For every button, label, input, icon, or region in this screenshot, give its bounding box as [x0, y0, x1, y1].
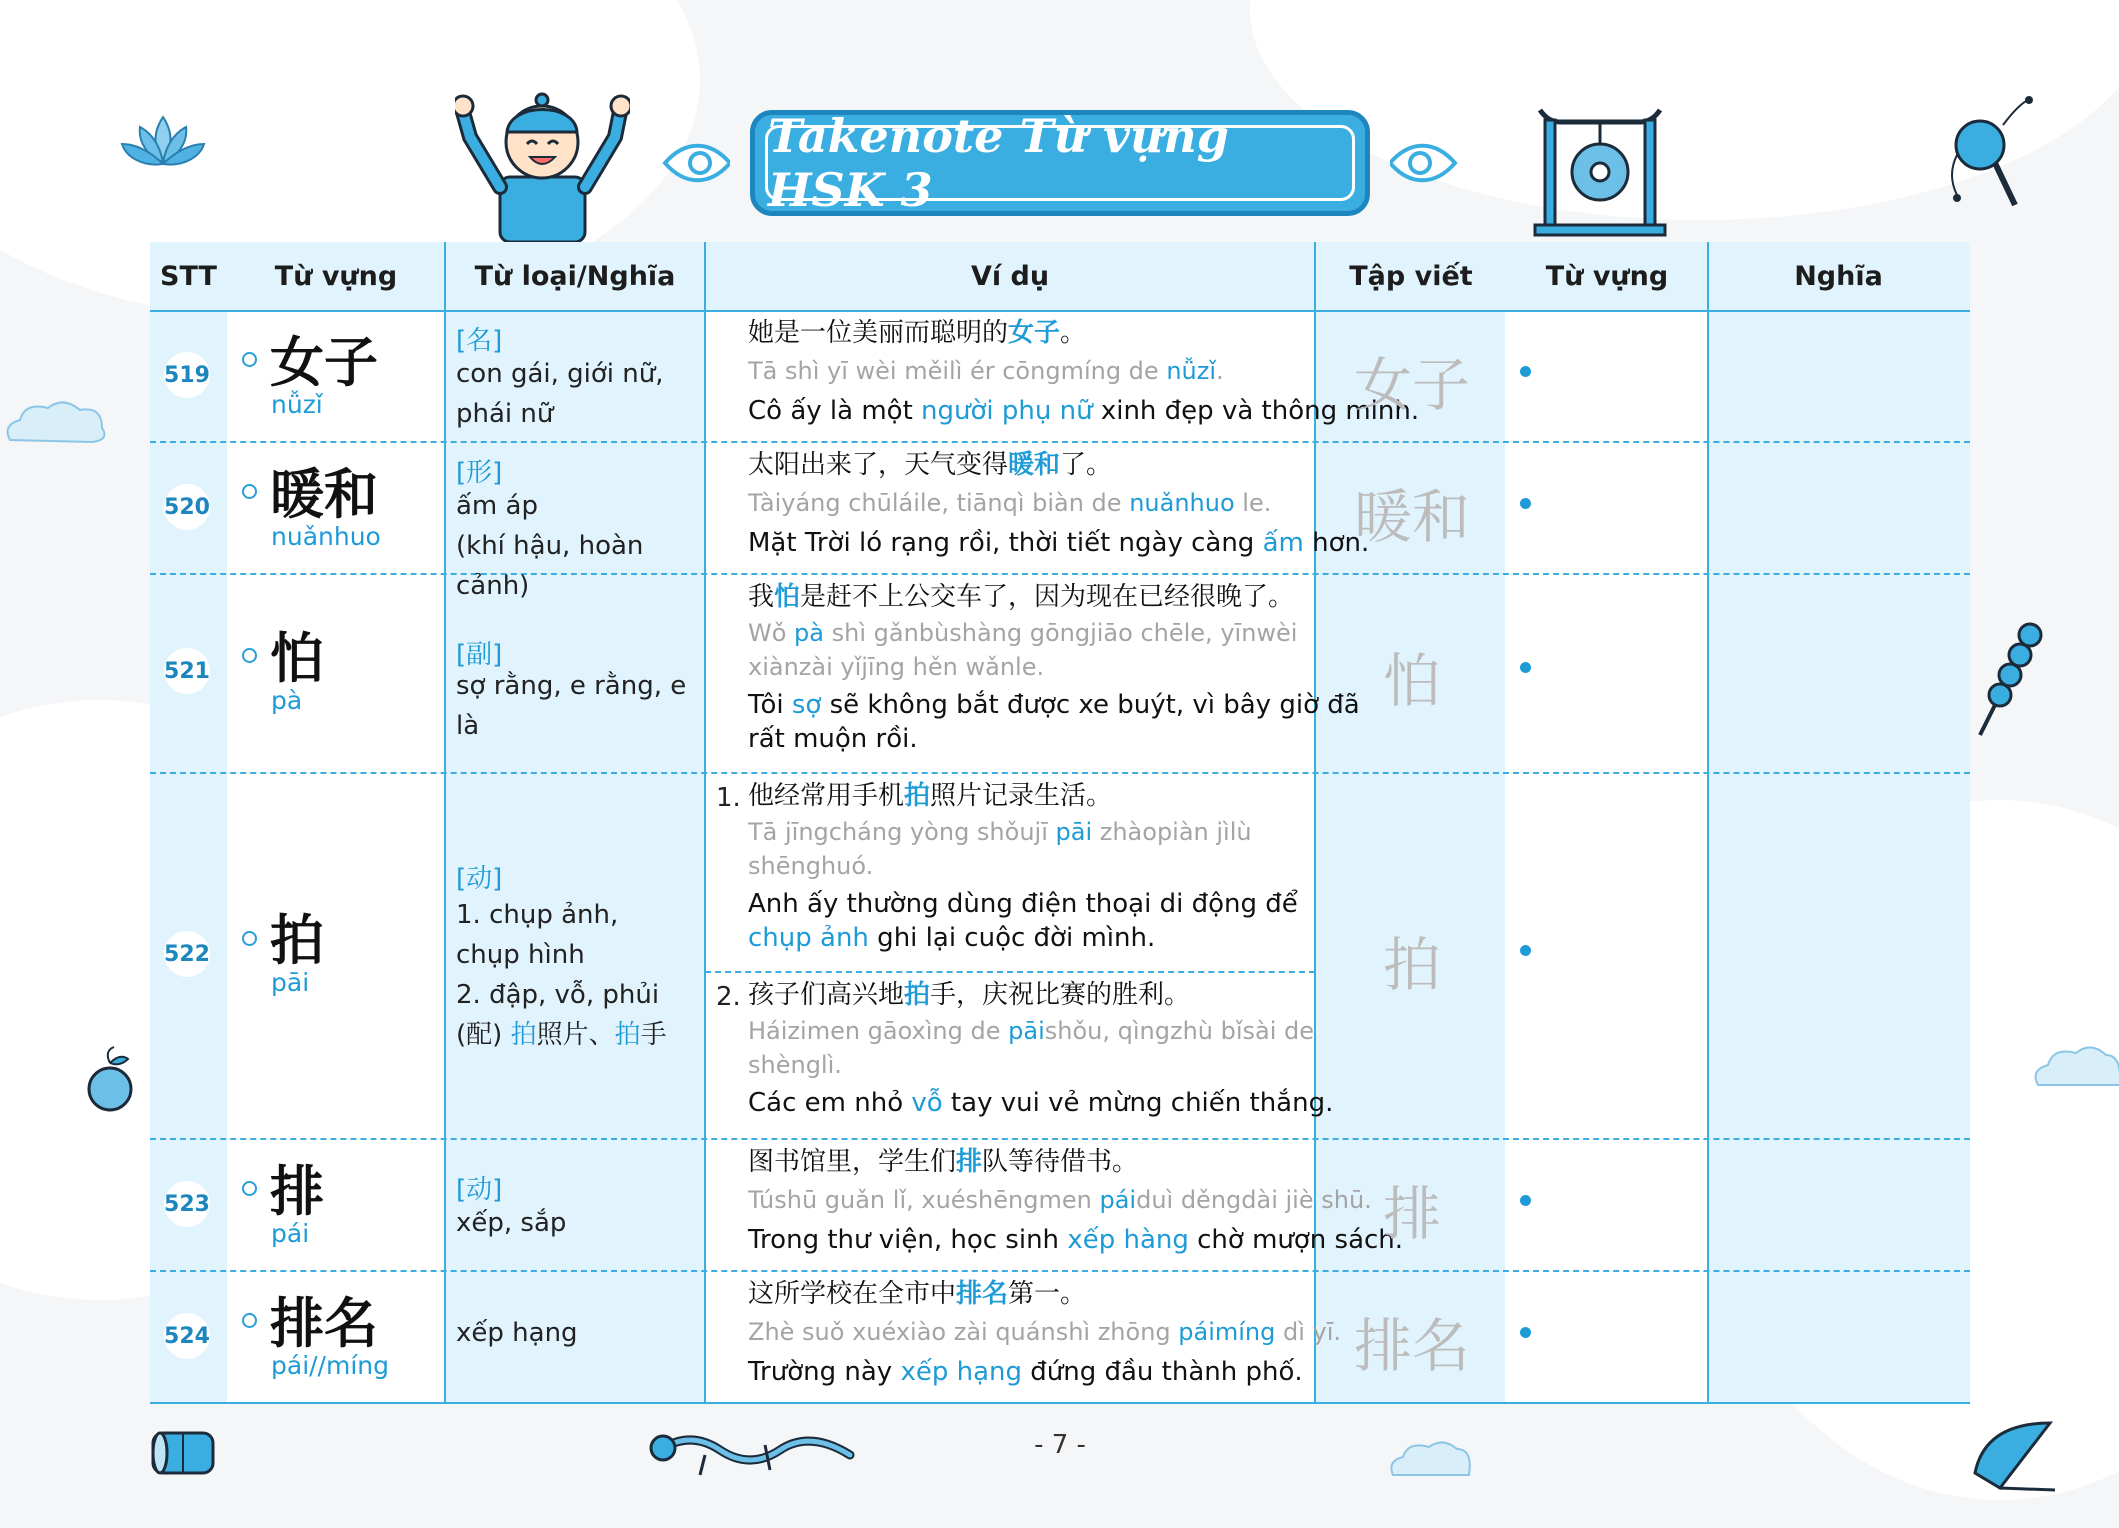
vocab-pinyin: pái — [271, 1219, 310, 1248]
vocab-pinyin: nuǎnhuo — [271, 522, 381, 551]
circle-bullet-icon — [242, 1181, 257, 1196]
ornament-right-icon — [1390, 130, 1460, 196]
vocab-pinyin: pà — [271, 686, 303, 715]
row-number: 520 — [164, 484, 210, 530]
example: 他经常用手机拍照片记录生活。 Tā jīngcháng yòng shǒujī pāi zhàopiàn jìlù shēnghuó. Anh ấy thường dùng điện thoại di động để chụp ảnh ghi lại cuộc đời mình. — [748, 781, 1298, 953]
bullet-dot-icon — [1520, 498, 1531, 509]
title-box — [750, 110, 1370, 216]
row-number: 519 — [164, 352, 210, 398]
ornament-left-icon — [660, 130, 730, 196]
page-title: Takenote Từ vựng HSK 3 — [768, 109, 1229, 217]
gong-icon — [1530, 100, 1670, 240]
vocab-word: 怕 — [270, 627, 324, 690]
header-vocab-practice: Từ vựng — [1545, 260, 1669, 292]
header-meaning-practice: Nghĩa — [1794, 260, 1883, 292]
part-of-speech: [动] — [456, 1175, 503, 1205]
header-writing-practice: Tập viết — [1349, 260, 1473, 292]
part-of-speech: [形] — [456, 458, 503, 488]
row-number: 522 — [164, 931, 210, 977]
meaning: xếp, sắp — [456, 1208, 567, 1238]
writing-practice-trace: 女子 — [1353, 351, 1470, 419]
header-pos-meaning: Từ loại/Nghĩa — [474, 260, 676, 292]
writing-practice-trace: 拍 — [1382, 931, 1441, 999]
bullet-dot-icon — [1520, 366, 1531, 377]
meaning: ấm áp (khí hậu, hoàn cảnh) — [456, 491, 644, 601]
row-number: 521 — [164, 648, 210, 694]
example: 我怕是赶不上公交车了，因为现在已经很晚了。 Wǒ pà shì gǎnbùshàng gōngjiāo chēle, yīnwèi xiànzài yǐjīng hěn wǎnle. Tôi sợ sẽ không bắt được xe buýt, vì bây giờ đã rất muộn rồi. — [748, 582, 1360, 754]
cloud-icon — [2030, 1040, 2119, 1100]
cloud-icon — [0, 395, 110, 455]
circle-bullet-icon — [242, 931, 257, 946]
part-of-speech: [副] — [456, 640, 503, 670]
circle-bullet-icon — [242, 1313, 257, 1328]
header-stt: STT — [160, 260, 217, 292]
bullet-dot-icon — [1520, 1327, 1531, 1338]
table-row — [150, 574, 1970, 772]
example-number: 1. — [716, 783, 741, 813]
vocab-pinyin: pái//míng — [271, 1351, 389, 1380]
example: 孩子们高兴地拍手，庆祝比赛的胜利。 Háizimen gāoxìng de pāishǒu, qìngzhù bǐsài de shènglì. Các em nhỏ vỗ tay vui vẻ mừng chiến thắng. — [748, 980, 1334, 1118]
cloud-icon — [1385, 1435, 1475, 1485]
example: 这所学校在全市中排名第一。 Zhè suǒ xuéxiào zài quánshì zhōng páimíng dì yī. Trường này xếp hạng đứng đầu thành phố. — [748, 1279, 1342, 1387]
title-banner — [660, 100, 1460, 230]
boy-character-icon — [455, 82, 630, 242]
circle-bullet-icon — [242, 484, 257, 499]
circle-bullet-icon — [242, 352, 257, 367]
writing-practice-trace: 怕 — [1382, 647, 1441, 715]
fan-icon — [1970, 1418, 2060, 1493]
table-row — [150, 310, 1970, 441]
vocab-word: 暖和 — [270, 463, 378, 526]
candied-fruit-skewer-icon — [1975, 620, 2045, 740]
example: 太阳出来了，天气变得暖和了。 Tàiyáng chūláile, tiānqì biàn de nuǎnhuo le. Mặt Trời ló rạng rồi, thời tiết ngày càng ấm hơn. — [748, 450, 1370, 558]
header-example: Ví dụ — [970, 260, 1050, 292]
vocab-word: 女子 — [270, 331, 378, 394]
circle-bullet-icon — [242, 648, 257, 663]
table-row — [150, 442, 1970, 601]
lotus-icon — [118, 112, 208, 172]
meaning: con gái, giới nữ, phái nữ — [456, 359, 664, 429]
vocab-pinyin: pāi — [271, 968, 310, 997]
bullet-dot-icon — [1520, 945, 1531, 956]
vocab-pinyin: nǚzǐ — [271, 390, 323, 419]
vocab-table — [150, 242, 1970, 1404]
table-row — [150, 1271, 1970, 1402]
example: 她是一位美丽而聪明的女子。 Tā shì yī wèi měilì ér cōngmíng de nǚzǐ. Cô ấy là một người phụ nữ xinh đẹp và thông minh. — [748, 318, 1420, 426]
header-vocab: Từ vựng — [274, 260, 398, 292]
part-of-speech: [动] — [456, 864, 503, 894]
bullet-dot-icon — [1520, 1195, 1531, 1206]
row-number: 523 — [164, 1181, 210, 1227]
meaning: 1. chụp ảnh, chụp hình 2. đập, vỗ, phủi (配) 拍照片、拍手 — [456, 900, 667, 1050]
vocab-word: 拍 — [270, 909, 324, 972]
page-number: - 7 - — [1034, 1430, 1086, 1460]
vocab-word: 排 — [270, 1160, 324, 1223]
meaning: sợ rằng, e rằng, e là — [456, 671, 687, 741]
example: 图书馆里，学生们排队等待借书。 Túshū guǎn lǐ, xuéshēngmen páiduì děngdài jiè shū. Trong thư viện, học sinh xếp hàng chờ mượn sách. — [748, 1147, 1404, 1255]
meaning: xếp hạng — [456, 1318, 578, 1348]
dragon-icon — [645, 1415, 855, 1495]
part-of-speech: [名] — [456, 326, 503, 356]
writing-practice-trace: 暖和 — [1353, 483, 1470, 551]
vocab-word: 排名 — [270, 1292, 378, 1355]
writing-practice-trace: 排 — [1382, 1180, 1441, 1248]
row-number: 524 — [164, 1313, 210, 1359]
table-row — [150, 773, 1970, 1138]
example-number: 2. — [716, 982, 741, 1012]
writing-practice-trace: 排名 — [1353, 1312, 1470, 1380]
tangerine-icon — [85, 1045, 135, 1115]
barrel-drum-icon — [148, 1425, 218, 1480]
table-row — [150, 1139, 1970, 1270]
bullet-dot-icon — [1520, 662, 1531, 673]
rattle-drum-icon — [1945, 95, 2035, 215]
